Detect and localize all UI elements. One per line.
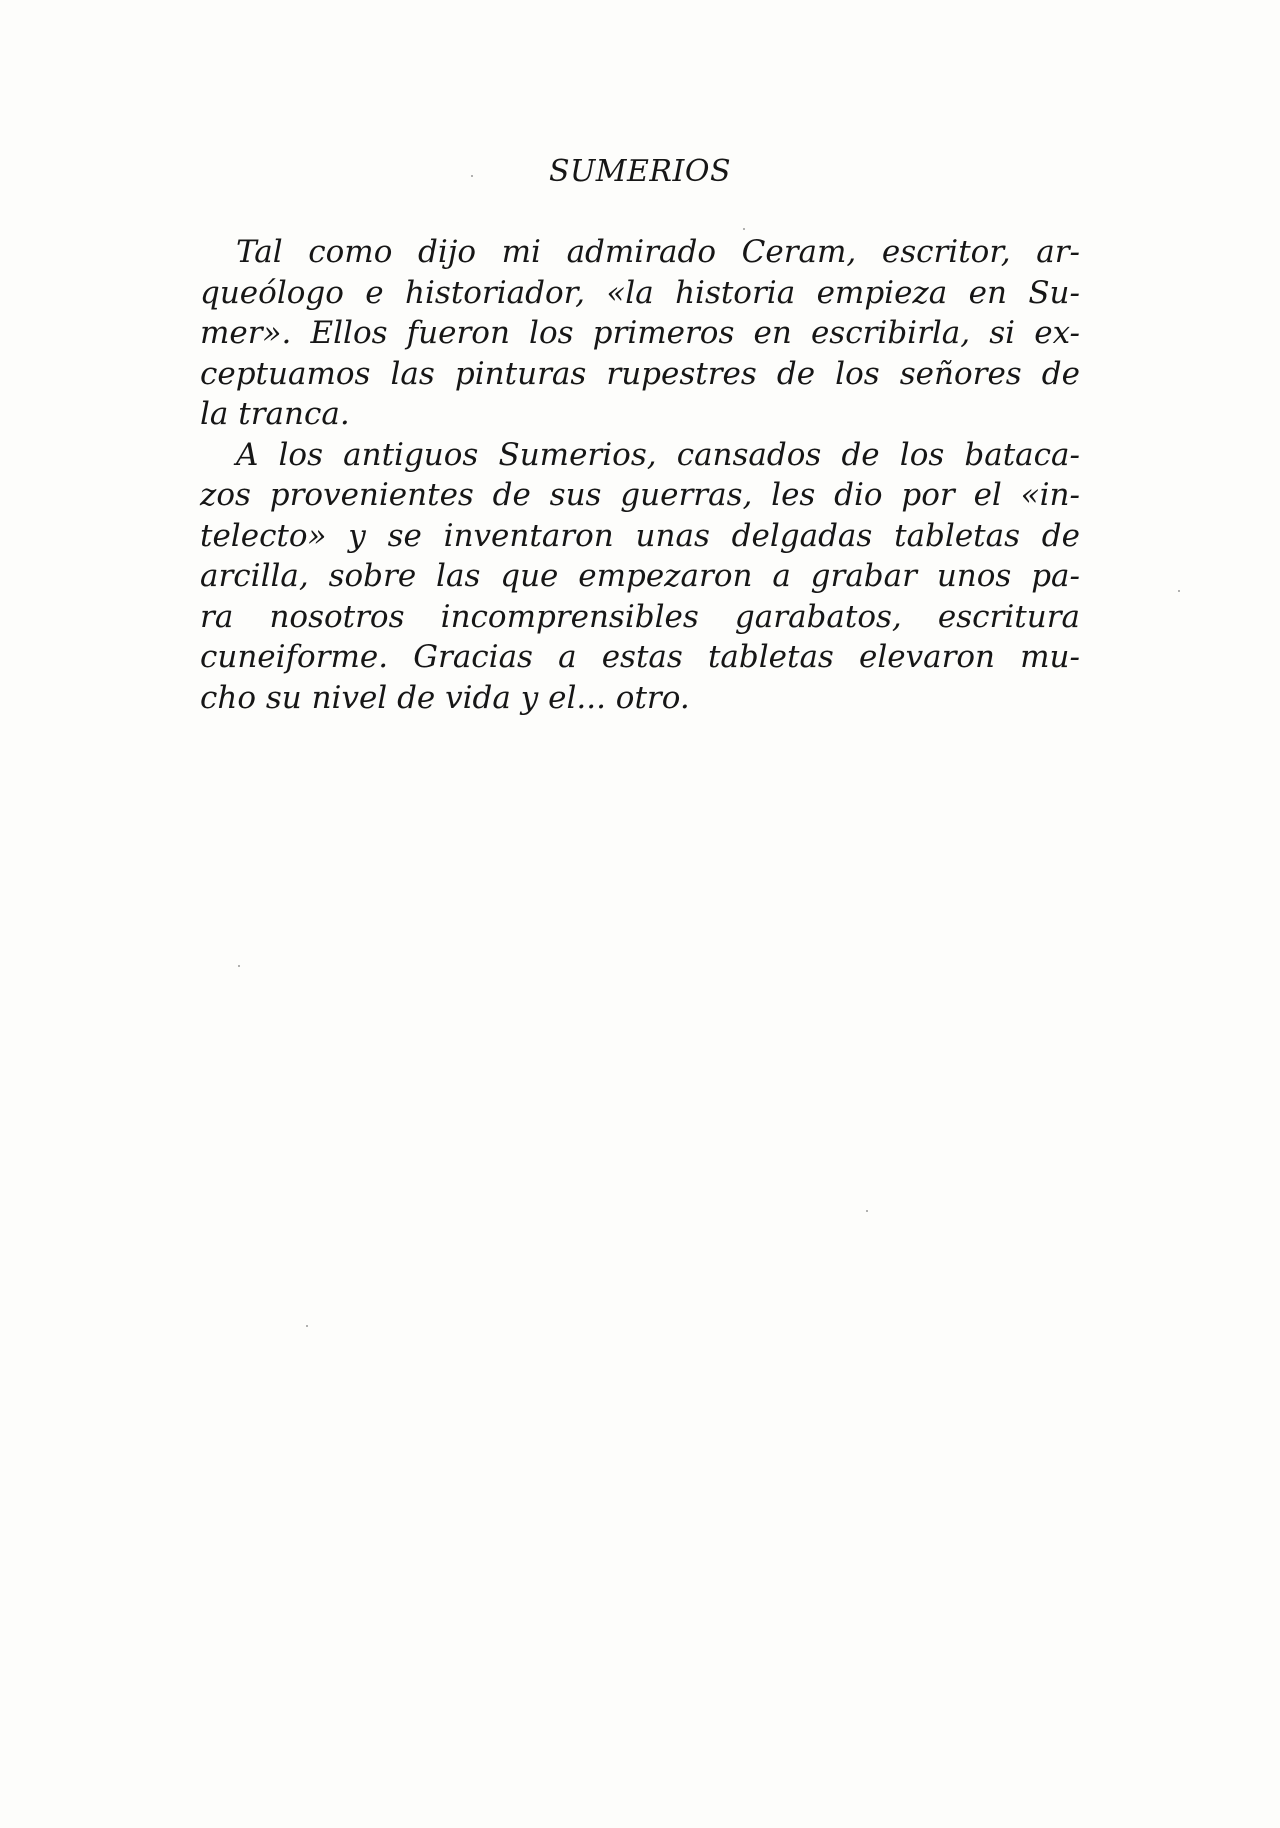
text-line: mer». Ellos fueron los primeros en escribirla, si ex- (200, 315, 1080, 351)
text-line: cho su nivel de vida y el... otro. (200, 679, 690, 716)
text-line: queólogo e historiador, «la historia empieza en Su- (200, 274, 1080, 311)
body-text (200, 232, 1080, 718)
scan-speck (471, 175, 473, 177)
text-line: Tal como dijo mi admirado Ceram, escritor, ar- (236, 234, 1080, 270)
page-title: SUMERIOS (548, 154, 732, 189)
text-line: cuneiforme. Gracias a estas tabletas elevaron mu- (200, 639, 1080, 675)
text-line: ceptuamos las pinturas rupestres de los señores de (200, 355, 1080, 392)
scan-speck (306, 1325, 308, 1327)
text-line: telecto» y se inventaron unas delgadas tabletas de (200, 517, 1080, 554)
text-line: arcilla, sobre las que empezaron a grabar unos pa- (200, 558, 1080, 594)
text-line: zos provenientes de sus guerras, les dio por el «in- (200, 477, 1080, 513)
scan-speck (1178, 590, 1180, 592)
text-line: ra nosotros incomprensibles garabatos, escritura (200, 598, 1080, 635)
text-line: A los antiguos Sumerios, cansados de los bataca- (236, 436, 1080, 473)
scan-speck (866, 1210, 868, 1212)
text-line: la tranca. (200, 396, 350, 432)
scan-speck (743, 228, 745, 230)
scan-speck (238, 965, 240, 967)
